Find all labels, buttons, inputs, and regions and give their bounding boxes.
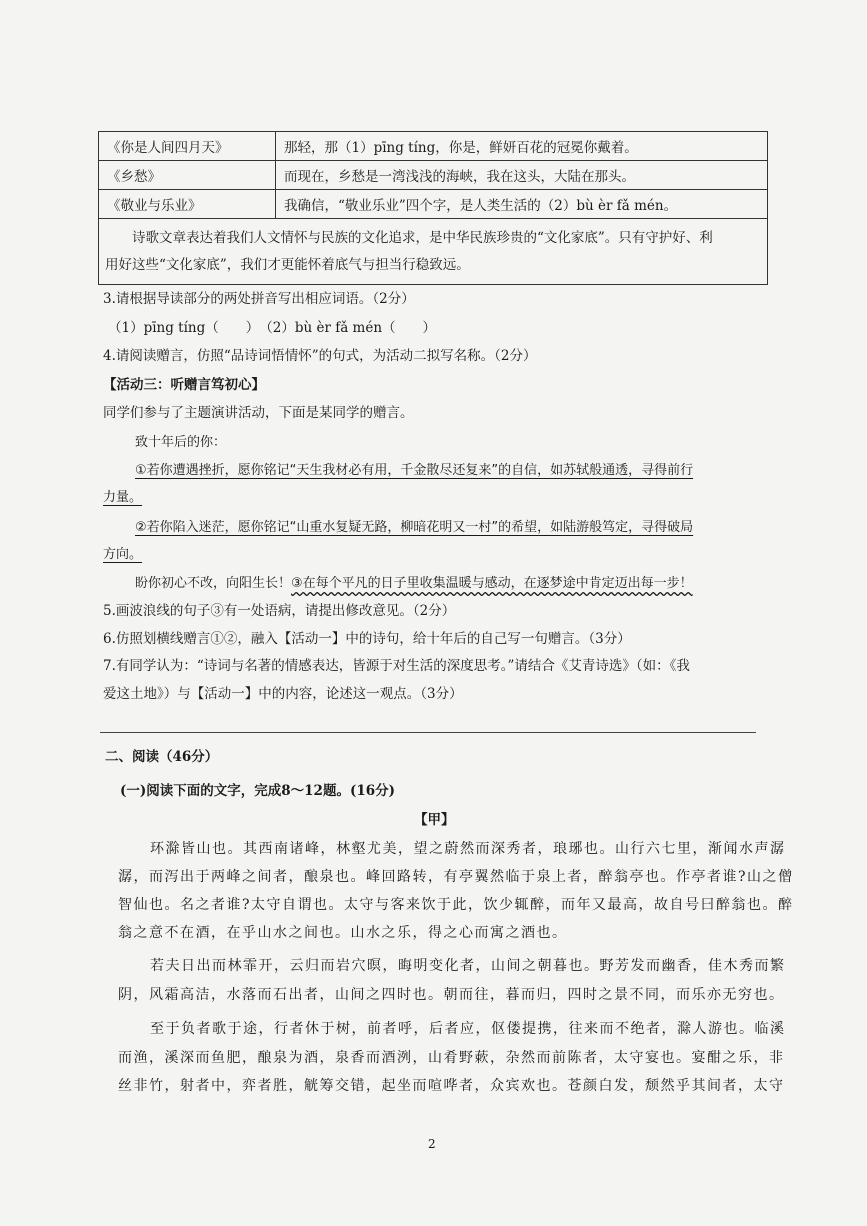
- poem-table: [98, 131, 768, 285]
- subsection-1-heading: (一)阅读下面的文字，完成8～12题。(16分): [120, 783, 396, 799]
- passage-line: 而渔，溪深而鱼肥，酿泉为酒，泉香而酒洌，山肴野蔌，杂然而前陈者，太守宴也。宴酣之乐，非: [118, 1050, 785, 1066]
- question-4: 4.请阅读赠言，仿照“品诗词悟情怀”的句式，为活动二拟写名称。（2分）: [103, 348, 537, 364]
- passage-line: 至于负者歌于途，行者休于树，前者呼，后者应，伛偻提携，往来而不绝者，滁人游也。临溪: [150, 1021, 786, 1037]
- table-cell-text: 而现在，乡愁是一湾浅浅的海峡，我在这头，大陆在那头。: [276, 161, 768, 190]
- table-cell-text: 我确信，“敬业乐业”四个字，是人类生活的（2）bù èr fǎ mén。: [276, 190, 768, 219]
- table-cell-title: 《你是人间四月天》: [99, 132, 276, 161]
- letter-line-2b: 方向。: [103, 547, 143, 562]
- activity-3-intro: 同学们参与了主题演讲活动，下面是某同学的赠言。: [103, 405, 414, 421]
- table-cell-title: 《乡愁》: [99, 161, 276, 190]
- question-3: 3.请根据导读部分的两处拼音写出相应词语。（2分）: [103, 291, 415, 307]
- table-cell-title: 《敬业与乐业》: [99, 190, 276, 219]
- table-cell-text: 那轻，那（1）pīng tíng，你是，鲜妍百花的冠冕你戴着。: [276, 132, 768, 161]
- question-5: 5.画波浪线的句子③有一处语病，请提出修改意见。（2分）: [103, 603, 456, 619]
- letter-closing-prefix: 盼你初心不改，向阳生长！: [135, 576, 292, 591]
- table-note-line1: 诗歌文章表达着我们人文情怀与民族的文化追求，是中华民族珍贵的“文化家底”。只有守护好、利: [132, 230, 713, 246]
- section-2-heading: 二、阅读（46分）: [105, 749, 219, 765]
- activity-3-title: 【活动三：听赠言笃初心】: [103, 377, 265, 393]
- section-divider: [100, 732, 756, 733]
- letter-line-1: ①若你遭遇挫折，愿你铭记“天生我材必有用，千金散尽还复来”的自信，如苏轼般通透，寻得前行: [135, 463, 694, 478]
- passage-line: 潺，而泻出于两峰之间者，酿泉也。峰回路转，有亭翼然临于泉上者，醉翁亭也。作亭者谁?山之僧: [118, 869, 794, 885]
- table-note: [99, 219, 768, 285]
- letter-salutation: 致十年后的你：: [135, 435, 227, 450]
- table-note-line2: 用好这些“文化家底”，我们才更能怀着底气与担当行稳致远。: [105, 257, 470, 273]
- passage-line: 丝非竹，射者中，弈者胜，觥筹交错，起坐而喧哗者，众宾欢也。苍颜白发，颓然乎其间者，太守: [118, 1078, 785, 1094]
- letter-line-2: ②若你陷入迷茫，愿你铭记“山重水复疑无路，柳暗花明又一村”的希望，如陆游般笃定，寻得破局: [135, 520, 694, 535]
- page-number: 2: [428, 1137, 436, 1151]
- passage-line: 若夫日出而林霏开，云归而岩穴暝，晦明变化者，山间之朝暮也。野芳发而幽香，佳木秀而繁: [150, 958, 786, 974]
- table-row: [99, 132, 768, 161]
- letter-closing: [135, 572, 693, 591]
- table-row: [99, 219, 768, 285]
- passage-line: 翁之意不在酒，在乎山水之间也。山水之乐，得之心而寓之酒也。: [118, 925, 568, 941]
- question-3-blanks: （1）pīng tíng（ ） （2）bù èr fǎ mén（ ）: [108, 320, 437, 336]
- passage-line: 环滁皆山也。其西南诸峰，林壑尤美，望之蔚然而深秀者，琅琊也。山行六七里，渐闻水声潺: [150, 841, 786, 857]
- question-6: 6.仿照划横线赠言①②，融入【活动一】中的诗句，给十年后的自己写一句赠言。（3分）: [103, 631, 631, 647]
- question-7-line1: 7.有同学认为：“诗词与名著的情感表达，皆源于对生活的深度思考。”请结合《艾青诗选》（如：《我: [103, 658, 690, 674]
- question-7-line2: 爱这土地》）与【活动一】中的内容，论述这一观点。（3分）: [103, 686, 463, 702]
- table-row: [99, 190, 768, 219]
- passage-line: 阴，风霜高洁，水落而石出者，山间之四时也。朝而往，暮而归，四时之景不同，而乐亦无穷也。: [118, 987, 785, 1003]
- passage-label-jia: 【甲】: [414, 812, 455, 828]
- passage-line: 智仙也。名之者谁?太守自谓也。太守与客来饮于此，饮少辄醉，而年又最高，故自号曰醉翁也。醉: [118, 897, 794, 913]
- table-row: [99, 161, 768, 190]
- letter-wavy-sentence: ③在每个平凡的日子里收集温暖与感动，在逐梦途中肯定迈出每一步！: [291, 576, 693, 591]
- letter-line-1b: 力量。: [103, 490, 143, 505]
